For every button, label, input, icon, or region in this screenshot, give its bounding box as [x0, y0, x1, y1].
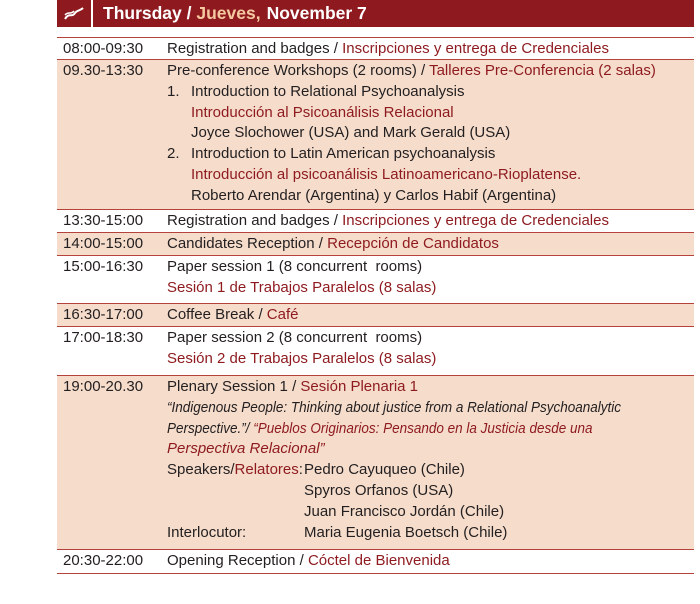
row-title-en: Plenary Session 1 — [167, 378, 288, 395]
row-time: 13:30-15:00 — [63, 212, 144, 229]
schedule-row-paper-session-1 — [57, 256, 694, 304]
item-title-en: Introduction to Relational Psychoanalysis — [191, 82, 465, 100]
row-time: 09.30-13:30 — [63, 62, 144, 79]
item-title-es: Introducción al Psicoanálisis Relacional — [191, 103, 454, 121]
row-content — [167, 305, 690, 326]
speakers-line-1 — [167, 460, 690, 481]
speakers-label-en: Speakers/ — [167, 461, 235, 479]
row-sep: / — [295, 552, 308, 569]
row-sep: / — [254, 306, 267, 323]
header-day-en: Thursday — [103, 3, 182, 23]
interlocutor-line — [167, 523, 690, 544]
row-sep: / — [416, 62, 430, 79]
schedule-row-paper-session-2 — [57, 327, 694, 376]
plenary-title-es: “Pueblos Originarios: Pensando en la Justicia desde una — [253, 419, 593, 437]
plenary-title-en: “Indigenous People: Thinking about justice from a Relational Psychoanalytic — [167, 398, 622, 416]
row-sep: / — [329, 40, 343, 57]
row-time: 16:30-17:00 — [63, 306, 144, 323]
row-time: 17:00-18:30 — [63, 329, 144, 346]
header-sep: / — [181, 3, 197, 23]
speakers-spacer — [167, 481, 304, 502]
row-title-en: Registration and badges — [167, 40, 330, 57]
row-title-en: Registration and badges — [167, 212, 330, 229]
speaker-name: Pedro Cayuqueo (Chile) — [304, 461, 465, 479]
schedule-table — [57, 37, 694, 574]
row-content — [167, 234, 690, 255]
plenary-title-es-end: Perspectiva Relacional” — [167, 440, 325, 458]
workshop-item-1 — [167, 82, 690, 103]
row-title-en: Coffee Break — [167, 306, 255, 323]
schedule-row-candidates — [57, 233, 694, 256]
schedule-row-workshops — [57, 60, 694, 210]
row-content — [167, 39, 690, 60]
item-presenters: Joyce Slochower (USA) and Mark Gerald (USA) — [191, 124, 511, 142]
speakers-line-3 — [167, 502, 690, 523]
row-title-en: Opening Reception — [167, 552, 296, 569]
row-title-es: Sesión 2 de Trabajos Paralelos (8 salas) — [167, 349, 437, 367]
row-title-es: Café — [266, 306, 299, 323]
row-content — [167, 551, 690, 572]
schedule-row-plenary — [57, 376, 694, 550]
workshop-item-2 — [167, 144, 690, 165]
header-date: November 7 — [266, 3, 367, 23]
row-time: 08:00-09:30 — [63, 40, 144, 57]
row-sep: / — [314, 235, 328, 252]
interlocutor-name: Maria Eugenia Boetsch (Chile) — [304, 523, 508, 541]
row-title-en: Pre-conference Workshops (2 rooms) — [167, 62, 417, 79]
header-day-es: Jueves, — [196, 3, 261, 23]
item-presenters: Roberto Arendar (Argentina) y Carlos Habif (Argentina) — [191, 186, 557, 204]
item-number: 2. — [167, 145, 180, 163]
row-title-en: Paper session 2 (8 concurrent rooms) — [167, 329, 423, 346]
item-title-en: Introduction to Latin American psychoanalysis — [191, 145, 496, 163]
header-divider — [91, 0, 93, 27]
row-sep: / — [287, 378, 301, 395]
row-title-es: Inscripciones y entrega de Credenciales — [342, 40, 609, 57]
day-header — [57, 0, 694, 27]
row-title-es: Sesión 1 de Trabajos Paralelos (8 salas) — [167, 278, 437, 296]
row-time: 14:00-15:00 — [63, 235, 144, 252]
row-title-es: Sesión Plenaria 1 — [300, 378, 418, 395]
schedule-row-registration-1 — [57, 37, 694, 60]
swoosh-icon — [61, 3, 87, 25]
row-title-en: Paper session 1 (8 concurrent rooms) — [167, 258, 423, 275]
speaker-name: Spyros Orfanos (USA) — [304, 481, 454, 499]
speakers-spacer — [167, 502, 304, 523]
row-title-es: Talleres Pre-Conferencia (2 salas) — [429, 62, 656, 79]
schedule-row-opening-reception — [57, 550, 694, 574]
schedule-row-coffee — [57, 304, 694, 327]
row-content — [167, 61, 690, 207]
schedule-row-registration-2 — [57, 210, 694, 233]
row-time: 15:00-16:30 — [63, 258, 144, 275]
speakers-label-es: Relatores — [234, 461, 299, 479]
speakers-line-2 — [167, 481, 690, 502]
row-time: 20:30-22:00 — [63, 552, 144, 569]
speakers-label — [167, 460, 304, 481]
row-content — [167, 257, 690, 299]
row-sep: / — [329, 212, 343, 229]
row-title-en: Candidates Reception — [167, 235, 315, 252]
interlocutor-label: Interlocutor: — [167, 523, 247, 541]
item-number: 1. — [167, 82, 180, 100]
speakers-label-colon: : — [298, 461, 303, 479]
row-title-es: Recepción de Candidatos — [327, 235, 499, 252]
plenary-title-en-end: Perspective.”/ — [167, 419, 254, 437]
row-content — [167, 377, 690, 543]
row-title-es: Inscripciones y entrega de Credenciales — [342, 212, 609, 229]
row-title-es: Cóctel de Bienvenida — [307, 552, 450, 569]
speaker-name: Juan Francisco Jordán (Chile) — [304, 502, 505, 520]
item-title-es: Introducción al psicoanálisis Latinoamericano-Rioplatense. — [191, 165, 582, 183]
row-content — [167, 211, 690, 232]
row-time: 19:00-20.30 — [63, 378, 144, 395]
row-content — [167, 328, 690, 370]
